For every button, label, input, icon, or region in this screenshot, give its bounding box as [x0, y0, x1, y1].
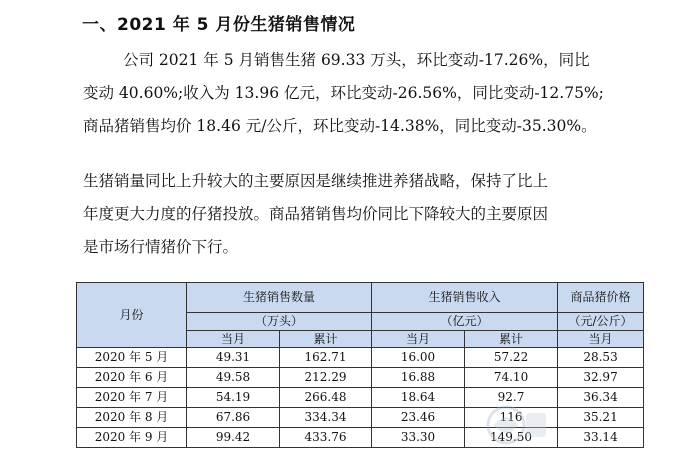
sub-header: 累计	[280, 331, 372, 348]
paragraph-line: 是市场行情猪价下行。	[83, 238, 239, 256]
table-cell: 2020 年 7 月	[77, 388, 187, 408]
logo-watermark-icon	[480, 395, 550, 455]
sales-table	[76, 282, 644, 448]
table-cell: 2020 年 9 月	[77, 428, 187, 448]
table-cell: 49.58	[187, 368, 280, 388]
table-cell: 35.21	[558, 408, 644, 428]
table-cell: 2020 年 5 月	[77, 348, 187, 368]
table-cell: 2020 年 6 月	[77, 368, 187, 388]
table-row	[77, 368, 644, 388]
table-cell: 16.88	[372, 368, 465, 388]
paragraph-line: 商品猪销售均价 18.46 元/公斤，环比变动-14.38%，同比变动-35.30%。	[83, 117, 597, 135]
table-cell: 74.10	[465, 368, 558, 388]
table-cell: 2020 年 8 月	[77, 408, 187, 428]
table-cell: 54.19	[187, 388, 280, 408]
paragraph-line: 变动 40.60%;收入为 13.96 亿元，环比变动-26.56%，同比变动-12.75%;	[83, 84, 604, 102]
table-cell: 92.7	[465, 388, 558, 408]
table-cell: 67.86	[187, 408, 280, 428]
table-cell: 212.29	[280, 368, 372, 388]
paragraph-line: 公司 2021 年 5 月销售生猪 69.33 万头，环比变动-17.26%，同比	[123, 51, 590, 69]
paragraph-line: 年度更大力度的仔猪投放。商品猪销售均价同比下降较大的主要原因	[83, 205, 549, 223]
sub-header: 当月	[187, 331, 280, 348]
sub-header: 当月	[558, 331, 644, 348]
unit-header-revenue: （亿元）	[372, 313, 558, 331]
table-cell: 149.50	[465, 428, 558, 448]
section-heading: 一、2021 年 5 月份生猪销售情况	[82, 15, 356, 35]
table-cell: 36.34	[558, 388, 644, 408]
month-header: 月份	[77, 283, 187, 348]
paragraph-sales-summary	[83, 44, 667, 143]
table-cell: 334.34	[280, 408, 372, 428]
table-cell: 23.46	[372, 408, 465, 428]
table-cell: 33.30	[372, 428, 465, 448]
table-cell: 433.76	[280, 428, 372, 448]
sub-header: 当月	[372, 331, 465, 348]
paragraph-line: 生猪销量同比上升较大的主要原因是继续推进养猪战略，保持了比上	[83, 172, 549, 190]
table-cell: 116	[465, 408, 558, 428]
unit-header-price: （元/公斤）	[558, 313, 644, 331]
table-row	[77, 388, 644, 408]
table-cell: 28.53	[558, 348, 644, 368]
table-cell: 49.31	[187, 348, 280, 368]
table-row	[77, 348, 644, 368]
unit-header-quantity: （万头）	[187, 313, 372, 331]
group-header-quantity: 生猪销售数量	[187, 283, 372, 313]
group-header-price: 商品猪价格	[558, 283, 644, 313]
paragraph-analysis	[83, 165, 667, 264]
sub-header: 累计	[465, 331, 558, 348]
table-cell: 266.48	[280, 388, 372, 408]
table-cell: 32.97	[558, 368, 644, 388]
table-cell: 57.22	[465, 348, 558, 368]
table-cell: 99.42	[187, 428, 280, 448]
table-row	[77, 408, 644, 428]
table-cell: 33.14	[558, 428, 644, 448]
group-header-revenue: 生猪销售收入	[372, 283, 558, 313]
table-cell: 162.71	[280, 348, 372, 368]
table-cell: 18.64	[372, 388, 465, 408]
table-row	[77, 428, 644, 448]
table-cell: 16.00	[372, 348, 465, 368]
